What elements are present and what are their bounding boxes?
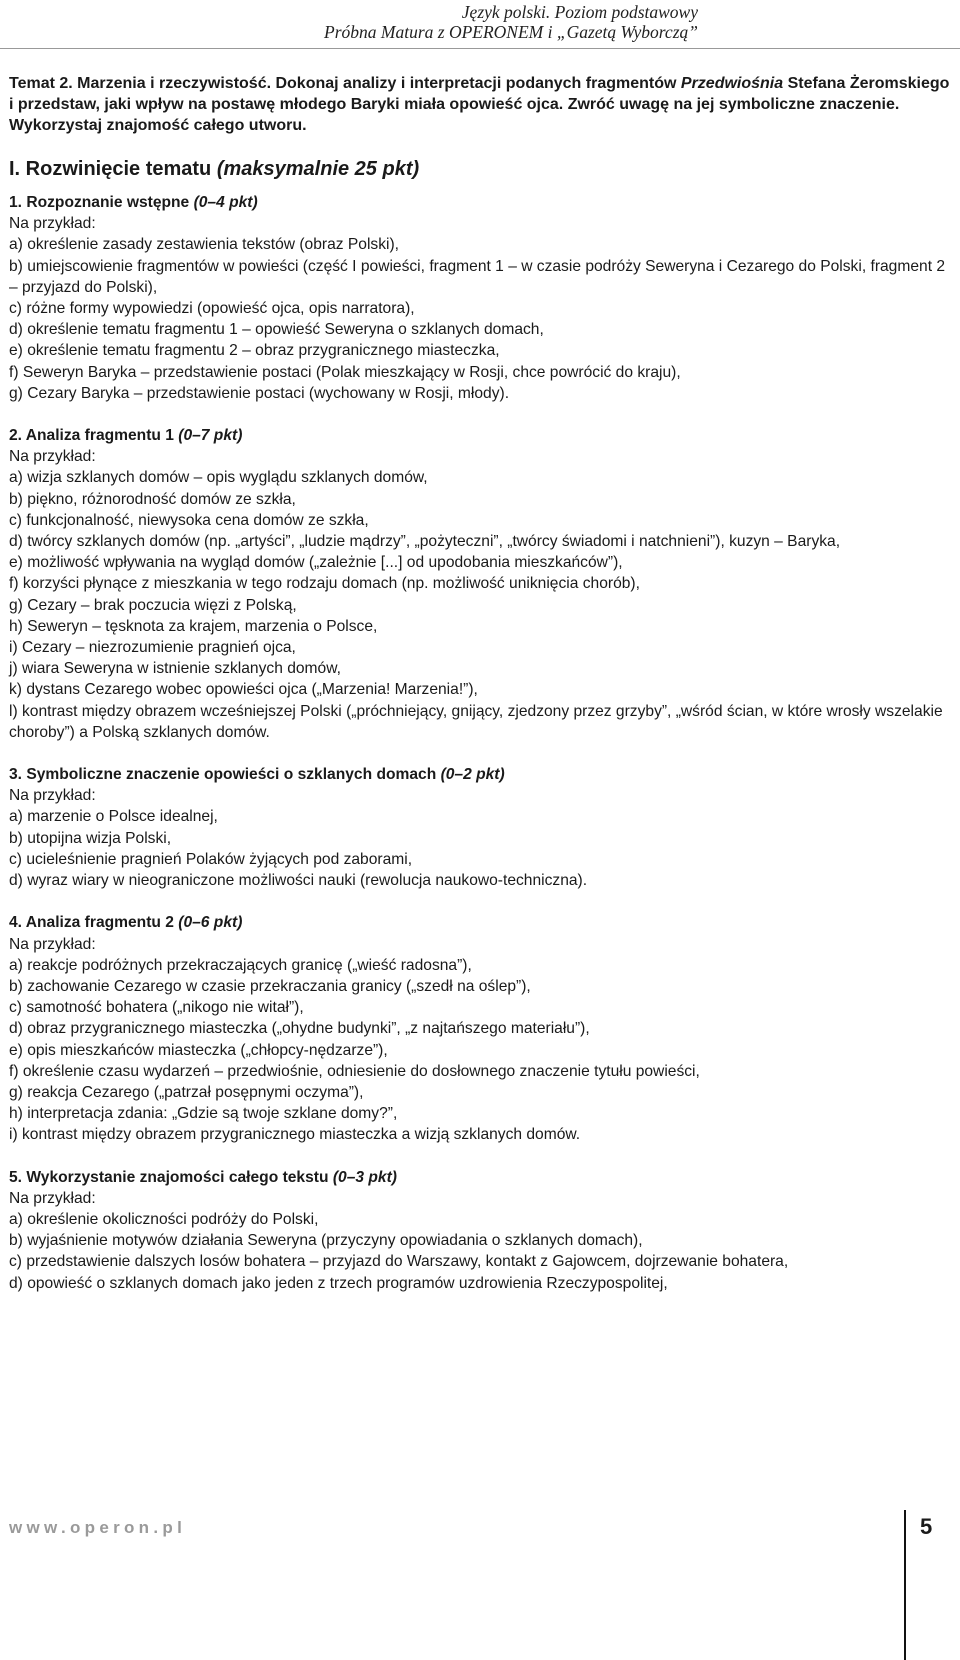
criteria-item: b) wyjaśnienie motywów działania Seweryna (przyczyny opowiadania o szklanych domach), bbox=[9, 1232, 643, 1250]
criteria-heading-text: 4. Analiza fragmentu 2 bbox=[9, 914, 179, 932]
section-title-text: I. Rozwinięcie tematu bbox=[9, 158, 217, 180]
criteria-item: e) określenie tematu fragmentu 2 – obraz przygranicznego miasteczka, bbox=[9, 342, 500, 360]
criteria-item: a) określenie zasady zestawienia tekstów (obraz Polski), bbox=[9, 236, 400, 254]
header-subject: Język polski. Poziom podstawowy bbox=[461, 2, 698, 22]
criteria-block bbox=[9, 425, 954, 743]
page-number: 5 bbox=[920, 1514, 933, 1539]
criteria-item: g) reakcja Cezarego („patrzał posępnymi oczyma”), bbox=[9, 1083, 364, 1101]
criteria-item: a) marzenie o Polsce idealnej, bbox=[9, 808, 218, 826]
criteria-points: (0–6 pkt) bbox=[178, 914, 243, 932]
topic-text-start: Temat 2. Marzenia i rzeczywistość. Dokonaj analizy i interpretacji podanych fragmentów bbox=[9, 75, 681, 92]
topic-statement bbox=[9, 73, 954, 136]
criteria-item: b) zachowanie Cezarego w czasie przekraczania granicy („szedł na oślep”), bbox=[9, 977, 531, 995]
criteria-item: l) kontrast między obrazem wcześniejszej Polski („próchniejący, gnijący, zjedzony przez grzyby”, „wśród ścian, w które wrosły wszelakie choroby”) a Polską szklanych domów. bbox=[9, 702, 943, 741]
criteria-item: f) określenie czasu wydarzeń – przedwiośnie, odniesienie do dosłownego znaczenie tytułu powieści, bbox=[9, 1062, 700, 1080]
criteria-intro: Na przykład: bbox=[9, 448, 96, 466]
criteria-item: j) wiara Seweryna w istnienie szklanych domów, bbox=[9, 660, 341, 678]
section-title-points: (maksymalnie 25 pkt) bbox=[216, 158, 420, 180]
criteria-block bbox=[9, 1167, 954, 1294]
criteria-item: d) określenie tematu fragmentu 1 – opowieść Seweryna o szklanych domach, bbox=[9, 321, 544, 339]
section-title bbox=[9, 156, 419, 182]
criteria-item: c) przedstawienie dalszych losów bohatera – przyjazd do Warszawy, kontakt z Gajowcem, dojrzewanie bohatera, bbox=[9, 1253, 789, 1271]
criteria-item: h) interpretacja zdania: „Gdzie są twoje szklane domy?”, bbox=[9, 1105, 398, 1123]
criteria-intro: Na przykład: bbox=[9, 787, 96, 805]
header-exam-name: Próbna Matura z OPERONEM i „Gazetą Wyborczą” bbox=[324, 22, 698, 42]
criteria-item: h) Seweryn – tęsknota za krajem, marzenia o Polsce, bbox=[9, 617, 378, 635]
criteria-item: a) określenie okoliczności podróży do Polski, bbox=[9, 1210, 319, 1228]
criteria-points: (0–2 pkt) bbox=[440, 766, 505, 784]
criteria-item: a) reakcje podróżnych przekraczających granicę („wieść radosna”), bbox=[9, 956, 472, 974]
criteria-item: c) ucieleśnienie pragnień Polaków żyjących pod zaborami, bbox=[9, 850, 413, 868]
criteria-intro: Na przykład: bbox=[9, 1189, 96, 1207]
criteria-points: (0–7 pkt) bbox=[178, 427, 243, 445]
criteria-item: b) piękno, różnorodność domów ze szkła, bbox=[9, 490, 296, 508]
criteria-item: d) obraz przygranicznego miasteczka („ohydne budynki”, „z najtańszego materiału”), bbox=[9, 1020, 590, 1038]
criteria-block bbox=[9, 764, 954, 891]
criteria-item: k) dystans Cezarego wobec opowieści ojca („Marzenia! Marzenia!”), bbox=[9, 681, 478, 699]
criteria-item: c) różne formy wypowiedzi (opowieść ojca, opis narratora), bbox=[9, 300, 415, 318]
criteria-item: g) Cezary – brak poczucia więzi z Polską, bbox=[9, 596, 297, 614]
criteria-block bbox=[9, 192, 954, 404]
criteria-points: (0–4 pkt) bbox=[193, 194, 258, 211]
criteria-item: e) opis mieszkańców miasteczka („chłopcy-nędzarze”), bbox=[9, 1041, 388, 1059]
criteria-heading bbox=[9, 425, 954, 446]
criteria-item: e) możliwość wpływania na wygląd domów („zależnie [...] od upodobania mieszkańców”), bbox=[9, 554, 623, 572]
criteria-item: a) wizja szklanych domów – opis wyglądu szklanych domów, bbox=[9, 469, 428, 487]
criteria-item: i) kontrast między obrazem przygranicznego miasteczka a wizją szklanych domów. bbox=[9, 1126, 581, 1144]
page-header bbox=[324, 2, 698, 42]
criteria-item: i) Cezary – niezrozumienie pragnień ojca, bbox=[9, 639, 296, 657]
criteria-item: g) Cezary Baryka – przedstawienie postaci (wychowany w Rosji, młody). bbox=[9, 384, 510, 402]
criteria-heading-text: 3. Symboliczne znaczenie opowieści o szklanych domach bbox=[9, 766, 441, 784]
criteria-heading-text: 5. Wykorzystanie znajomości całego tekstu bbox=[9, 1168, 333, 1186]
criteria-item: d) twórcy szklanych domów (np. „artyści”, „ludzie mądrzy”, „pożyteczni”, „twórcy świadomi i natchnieni”), kuzyn – Baryka, bbox=[9, 533, 841, 551]
footer-divider bbox=[904, 1510, 906, 1660]
criteria-heading bbox=[9, 1167, 954, 1188]
criteria-intro: Na przykład: bbox=[9, 215, 96, 233]
criteria-heading-text: 1. Rozpoznanie wstępne bbox=[9, 194, 194, 211]
criteria-points: (0–3 pkt) bbox=[332, 1168, 397, 1186]
header-divider bbox=[0, 48, 960, 49]
criteria-item: c) funkcjonalność, niewysoka cena domów ze szkła, bbox=[9, 511, 369, 529]
footer-website: www.operon.pl bbox=[9, 1518, 187, 1537]
criteria-heading-text: 2. Analiza fragmentu 1 bbox=[9, 427, 179, 445]
criteria-item: f) korzyści płynące z mieszkania w tego rodzaju domach (np. możliwość uniknięcia chorób), bbox=[9, 575, 640, 593]
criteria-intro: Na przykład: bbox=[9, 935, 96, 953]
criteria-item: d) opowieść o szklanych domach jako jeden z trzech programów uzdrowienia Rzeczypospolitej, bbox=[9, 1274, 668, 1292]
criteria-item: f) Seweryn Baryka – przedstawienie postaci (Polak mieszkający w Rosji, chce powrócić do kraju), bbox=[9, 363, 681, 381]
topic-book-title: Przedwiośnia bbox=[680, 75, 784, 92]
criteria-list bbox=[9, 192, 954, 1294]
criteria-item: c) samotność bohatera („nikogo nie witał”), bbox=[9, 999, 304, 1017]
criteria-heading bbox=[9, 764, 954, 785]
criteria-heading bbox=[9, 912, 954, 933]
criteria-heading bbox=[9, 192, 954, 213]
topic-text-end: Stefana Żeromskiego i przedstaw, jaki wpływ na postawę młodego Baryki miała opowieść ojca. Zwróć uwagę na jej symboliczne znaczenie. Wykorzystaj znajomość całego utworu. bbox=[9, 75, 950, 134]
criteria-item: b) umiejscowienie fragmentów w powieści (część I powieści, fragment 1 – w czasie podróży Seweryna i Cezarego do Polski, fragment 2 – przyjazd do Polski), bbox=[9, 257, 946, 296]
criteria-item: b) utopijna wizja Polski, bbox=[9, 829, 172, 847]
criteria-block bbox=[9, 912, 954, 1145]
criteria-item: d) wyraz wiary w nieograniczone możliwości nauki (rewolucja naukowo-techniczna). bbox=[9, 872, 588, 890]
